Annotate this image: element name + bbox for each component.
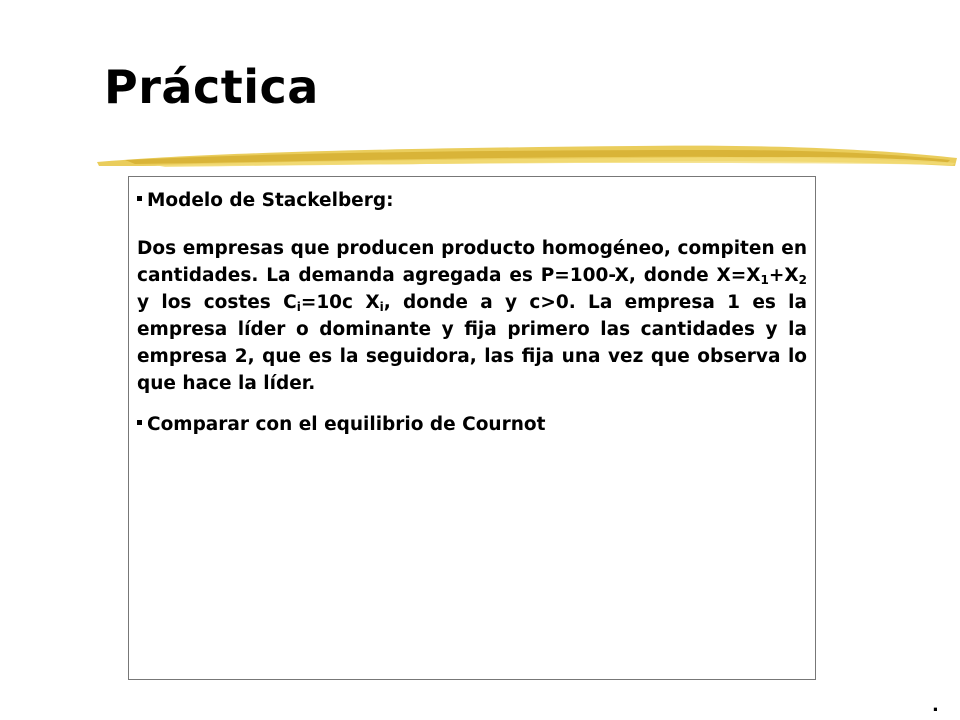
brush-stroke-underline [95, 132, 960, 182]
problem-paragraph: Dos empresas que producen producto homogéneo, compiten en cantidades. La demanda agregada es P=100-X, donde $X=X_1+X_2$ y los costes $C_i=10c$ $X_i$, donde a y c>0. La empresa 1 es la empresa líder o dominante y fija primero las cantidades y la empresa 2, que es la seguidora, las fija una vez que observa lo que hace la líder. [137, 238, 807, 394]
bullet-text: Comparar con el equilibrio de Cournot [147, 414, 546, 435]
square-bullet-icon [137, 196, 142, 201]
slide-title: Práctica [104, 60, 319, 114]
footer-dot: . [932, 695, 939, 716]
content-box [128, 176, 816, 680]
bullet-text: Modelo de Stackelberg: [147, 190, 394, 211]
square-bullet-icon [137, 420, 142, 425]
bullet-item-cournot [137, 411, 807, 438]
bullet-item-stackelberg [137, 187, 807, 214]
